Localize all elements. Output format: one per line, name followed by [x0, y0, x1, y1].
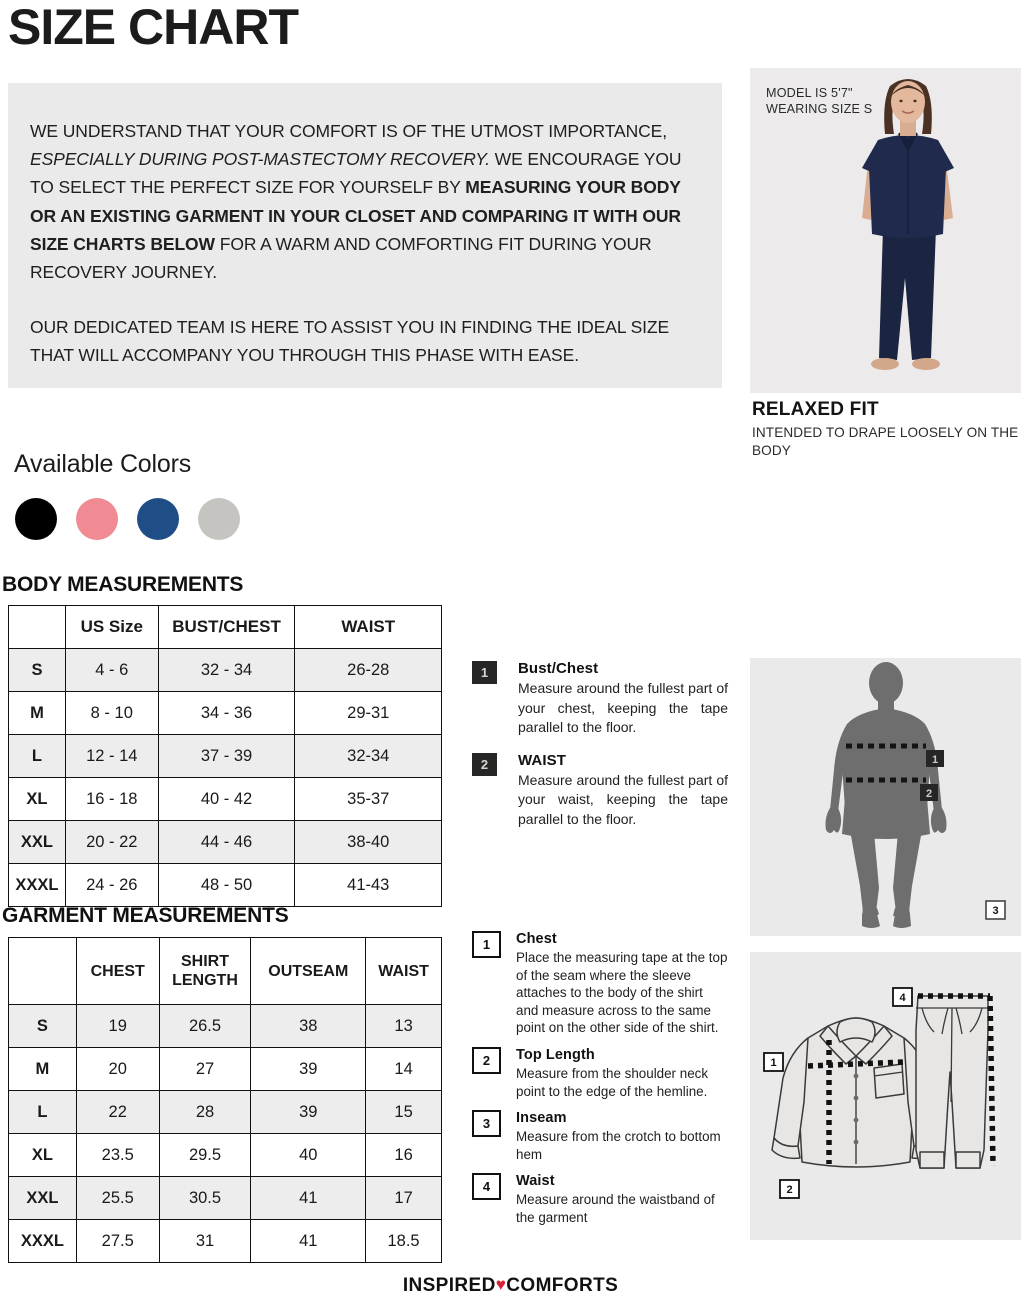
row-bust: 32 - 34	[158, 649, 295, 692]
instruction-text: Place the measuring tape at the top of the seam where the sleeve attaches to the body of the shirt and measure across to the same point on the other side of the shirt.	[516, 950, 728, 1036]
row-chest: 22	[76, 1091, 159, 1134]
body-col-bust-chest: BUST/CHEST	[158, 606, 295, 649]
instruction-item	[472, 752, 728, 830]
model-photo-panel	[750, 68, 1021, 393]
row-shirt-length: 29.5	[159, 1134, 251, 1177]
model-size: WEARING SIZE S	[766, 102, 873, 116]
shirt-length-line2: LENGTH	[172, 972, 238, 989]
body-measurement-instructions	[472, 660, 728, 843]
row-size: S	[9, 649, 66, 692]
row-outseam: 38	[251, 1005, 366, 1048]
row-size: XXXL	[9, 864, 66, 907]
instruction-title: Inseam	[516, 1110, 567, 1127]
row-chest: 27.5	[76, 1220, 159, 1263]
table-header-row	[9, 606, 442, 649]
heart-icon: ♥	[495, 1275, 507, 1294]
shirt-length-line1: SHIRT	[181, 953, 229, 970]
model-height: MODEL IS 5'7"	[766, 86, 853, 100]
row-shirt-length: 30.5	[159, 1177, 251, 1220]
row-shirt-length: 27	[159, 1048, 251, 1091]
row-chest: 19	[76, 1005, 159, 1048]
badge-number-icon: 1	[472, 931, 501, 958]
instruction-title: Chest	[516, 931, 557, 947]
row-waist: 29-31	[295, 692, 442, 735]
table-row	[9, 1177, 442, 1220]
row-size: M	[9, 1048, 77, 1091]
row-outseam: 41	[251, 1220, 366, 1263]
garment-col-waist: WAIST	[366, 938, 442, 1005]
row-us-size: 24 - 26	[65, 864, 158, 907]
table-row	[9, 735, 442, 778]
instruction-text: Measure from the crotch to bottom hem	[516, 1129, 721, 1162]
row-bust: 34 - 36	[158, 692, 295, 735]
row-waist: 38-40	[295, 821, 442, 864]
instruction-title: Waist	[516, 1173, 555, 1190]
row-bust: 40 - 42	[158, 778, 295, 821]
row-chest: 23.5	[76, 1134, 159, 1177]
instruction-item	[472, 660, 728, 738]
instruction-item	[472, 1172, 728, 1226]
fit-title: RELAXED FIT	[752, 399, 879, 420]
color-swatch-row	[15, 498, 240, 540]
row-size: XXL	[9, 821, 66, 864]
row-waist: 15	[366, 1091, 442, 1134]
table-row	[9, 1220, 442, 1263]
row-outseam: 39	[251, 1048, 366, 1091]
paragraph-spacer	[30, 286, 702, 313]
badge-2-label: 2	[925, 788, 933, 800]
body-col-blank	[9, 606, 66, 649]
table-row	[9, 649, 442, 692]
row-size: S	[9, 1005, 77, 1048]
color-swatch-gray[interactable]	[198, 498, 240, 540]
row-waist: 17	[366, 1177, 442, 1220]
badge-2-label: 2	[786, 1184, 793, 1196]
body-measurement-diagram	[750, 658, 1021, 936]
instruction-item	[472, 930, 728, 1037]
row-chest: 25.5	[76, 1177, 159, 1220]
instruction-title: WAIST	[518, 751, 566, 769]
instruction-text: Measure from the shoulder neck point to the edge of the hemline.	[516, 1065, 709, 1099]
row-us-size: 12 - 14	[65, 735, 158, 778]
intro-paragraphs	[30, 117, 702, 370]
row-waist: 26-28	[295, 649, 442, 692]
intro-text-a: WE UNDERSTAND THAT YOUR COMFORT IS OF THE UTMOST IMPORTANCE,	[30, 121, 668, 141]
badge-number-icon: 2	[472, 753, 497, 776]
body-measurements-table	[8, 605, 442, 907]
brand-footer	[0, 1275, 1021, 1297]
intro-text-b: WE ENCOURAGE YOU TO SELECT THE PERFECT SIZE FOR YOURSELF BY	[30, 149, 682, 198]
intro-text-emphasis: ESPECIALLY DURING POST-MASTECTOMY RECOVERY.	[30, 149, 490, 170]
model-caption	[766, 85, 872, 117]
row-outseam: 39	[251, 1091, 366, 1134]
available-colors-title: Available Colors	[14, 450, 191, 478]
body-col-us-size: US Size	[65, 606, 158, 649]
badge-4-label: 4	[899, 992, 906, 1004]
table-row	[9, 1048, 442, 1091]
row-shirt-length: 26.5	[159, 1005, 251, 1048]
row-waist: 41-43	[295, 864, 442, 907]
fit-description: INTENDED TO DRAPE LOOSELY ON THE BODY	[752, 425, 1019, 458]
badge-number-icon: 4	[472, 1173, 501, 1200]
instruction-text: Measure around the waistband of the garment	[516, 1192, 715, 1225]
table-row	[9, 864, 442, 907]
row-waist: 18.5	[366, 1220, 442, 1263]
row-us-size: 4 - 6	[65, 649, 158, 692]
row-shirt-length: 31	[159, 1220, 251, 1263]
table-header-row	[9, 938, 442, 1005]
color-swatch-navy[interactable]	[137, 498, 179, 540]
garment-col-chest: CHEST	[76, 938, 159, 1005]
badge-1-label: 1	[770, 1057, 777, 1069]
table-row	[9, 692, 442, 735]
intro-text-c: FOR A WARM AND COMFORTING FIT DURING YOUR RECOVERY JOURNEY.	[30, 233, 652, 283]
row-bust: 37 - 39	[158, 735, 295, 778]
row-waist: 32-34	[295, 735, 442, 778]
table-row	[9, 1134, 442, 1177]
row-size: XXL	[9, 1177, 77, 1220]
brand-name-right: COMFORTS	[506, 1275, 619, 1296]
instruction-title: Top Length	[516, 1046, 595, 1063]
garment-measurements-table	[8, 937, 442, 1263]
row-size: M	[9, 692, 66, 735]
row-waist: 14	[366, 1048, 442, 1091]
row-size: XL	[9, 1134, 77, 1177]
garment-col-blank	[9, 938, 77, 1005]
garment-measurement-instructions	[472, 930, 728, 1236]
color-swatch-black[interactable]	[15, 498, 57, 540]
intro-text-bold: MEASURING YOUR BODY OR AN EXISTING GARMENT IN YOUR CLOSET AND COMPARING IT WITH OUR SIZE CHARTS BELOW	[30, 177, 681, 254]
instruction-item	[472, 1109, 728, 1163]
instruction-item	[472, 1046, 728, 1100]
row-outseam: 40	[251, 1134, 366, 1177]
row-waist: 16	[366, 1134, 442, 1177]
body-measurements-heading: BODY MEASUREMENTS	[2, 573, 244, 596]
garment-measurement-diagram	[750, 952, 1021, 1240]
row-size: L	[9, 735, 66, 778]
page-title: SIZE CHART	[8, 0, 298, 55]
badge-number-icon: 1	[472, 661, 497, 684]
row-size: L	[9, 1091, 77, 1134]
row-bust: 48 - 50	[158, 864, 295, 907]
garment-measurements-heading: GARMENT MEASUREMENTS	[2, 904, 289, 927]
row-waist: 13	[366, 1005, 442, 1048]
table-row	[9, 1091, 442, 1134]
instruction-title: Bust/Chest	[518, 660, 599, 677]
row-bust: 44 - 46	[158, 821, 295, 864]
row-outseam: 41	[251, 1177, 366, 1220]
row-chest: 20	[76, 1048, 159, 1091]
badge-1-label: 1	[931, 754, 939, 766]
garment-col-outseam: OUTSEAM	[251, 938, 366, 1005]
row-size: XXXL	[9, 1220, 77, 1263]
badge-number-icon: 2	[472, 1047, 501, 1074]
pajama-set-illustration	[750, 952, 1021, 1240]
table-row	[9, 821, 442, 864]
instruction-text: Measure around the fullest part of your chest, keeping the tape parallel to the floor.	[518, 680, 728, 735]
badge-3-label: 3	[992, 905, 999, 917]
body-silhouette-illustration	[750, 658, 1021, 936]
row-us-size: 20 - 22	[65, 821, 158, 864]
row-shirt-length: 28	[159, 1091, 251, 1134]
table-row	[9, 778, 442, 821]
row-us-size: 16 - 18	[65, 778, 158, 821]
instruction-text: Measure around the fullest part of your waist, keeping the tape parallel to the floor.	[518, 771, 728, 827]
row-waist: 35-37	[295, 778, 442, 821]
garment-col-shirt-length	[159, 938, 251, 1005]
table-row	[9, 1005, 442, 1048]
row-size: XL	[9, 778, 66, 821]
row-us-size: 8 - 10	[65, 692, 158, 735]
intro-panel	[8, 83, 722, 388]
brand-name-left: INSPIRED	[402, 1275, 496, 1296]
body-col-waist: WAIST	[295, 606, 442, 649]
intro-paragraph-2: OUR DEDICATED TEAM IS HERE TO ASSIST YOU IN FINDING THE IDEAL SIZE THAT WILL ACCOMPANY YOU THROUGH THIS PHASE WITH EASE.	[30, 317, 670, 366]
color-swatch-pink[interactable]	[76, 498, 118, 540]
badge-number-icon: 3	[472, 1110, 501, 1137]
